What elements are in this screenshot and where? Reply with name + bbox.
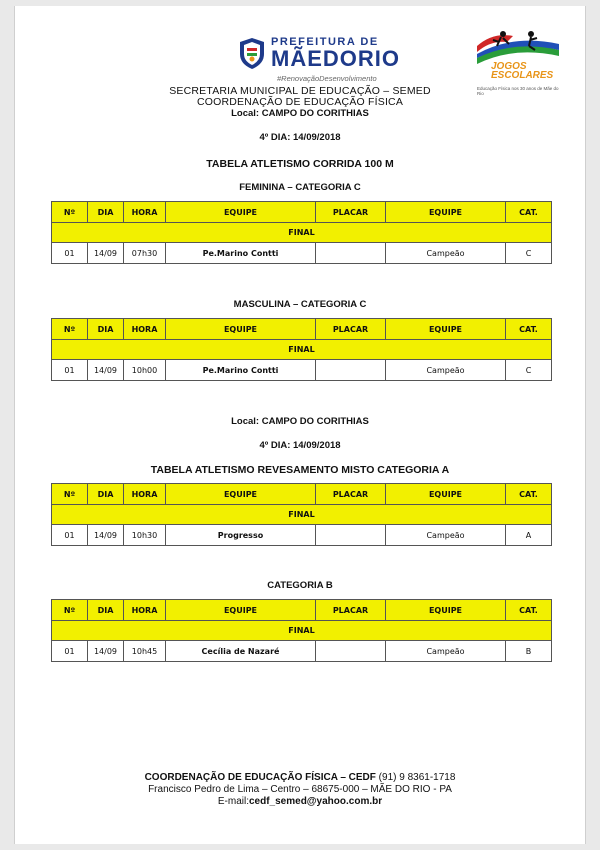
cell-cat: C xyxy=(506,360,552,381)
table-header-row xyxy=(52,600,552,621)
logo-tagline: #RenovaçãoDesenvolvimento xyxy=(277,74,377,83)
table-header-row xyxy=(52,319,552,340)
table4-category: CATEGORIA B xyxy=(267,580,333,591)
col-equipe: EQUIPE xyxy=(166,600,316,621)
footer-email-line xyxy=(15,796,585,808)
col-cat: CAT. xyxy=(506,202,552,223)
schedule-table-4 xyxy=(51,599,552,662)
cell-team1: Progresso xyxy=(166,525,316,546)
footer-line1 xyxy=(15,772,585,784)
final-row xyxy=(52,223,552,243)
cell-hora: 10h00 xyxy=(124,360,166,381)
col-dia: DIA xyxy=(88,319,124,340)
col-placar: PLACAR xyxy=(316,600,386,621)
col-cat: CAT. xyxy=(506,319,552,340)
cell-cat: C xyxy=(506,243,552,264)
logo-city-name: MÃEDORIO xyxy=(271,46,400,71)
table2-category: MASCULINA – CATEGORIA C xyxy=(233,299,367,310)
col-cat: CAT. xyxy=(506,484,552,505)
final-row xyxy=(52,340,552,360)
jogos-escolares-subtitle: Educação Física nos 30 anos de Mãe do Rio xyxy=(477,86,559,96)
final-label: FINAL xyxy=(52,505,552,525)
cell-team2: Campeão xyxy=(386,525,506,546)
cell-hora: 10h30 xyxy=(124,525,166,546)
col-equipe-2: EQUIPE xyxy=(386,484,506,505)
final-row xyxy=(52,621,552,641)
section1-day: 4º DIA: 14/09/2018 xyxy=(259,132,341,143)
cell-placar xyxy=(316,641,386,662)
footer-email-label: E-mail: xyxy=(217,796,249,807)
letterhead xyxy=(15,6,585,146)
col-placar: PLACAR xyxy=(316,484,386,505)
col-num: Nº xyxy=(52,484,88,505)
header-text-block xyxy=(15,86,585,119)
section2-day: 4º DIA: 14/09/2018 xyxy=(259,440,341,451)
col-hora: HORA xyxy=(124,600,166,621)
cell-placar xyxy=(316,525,386,546)
col-num: Nº xyxy=(52,202,88,223)
col-hora: HORA xyxy=(124,202,166,223)
col-hora: HORA xyxy=(124,484,166,505)
cell-dia: 14/09 xyxy=(88,641,124,662)
cell-num: 01 xyxy=(52,525,88,546)
table-header-row xyxy=(52,202,552,223)
final-label: FINAL xyxy=(52,621,552,641)
final-label: FINAL xyxy=(52,340,552,360)
footer-email: cedf_semed@yahoo.com.br xyxy=(249,796,383,807)
col-equipe: EQUIPE xyxy=(166,202,316,223)
table-row xyxy=(52,243,552,264)
cell-team2: Campeão xyxy=(386,360,506,381)
final-label: FINAL xyxy=(52,223,552,243)
document-page xyxy=(14,6,586,844)
header-coordenacao: COORDENAÇÃO DE EDUCAÇÃO FÍSICA xyxy=(196,96,404,108)
col-dia: DIA xyxy=(88,600,124,621)
cell-dia: 14/09 xyxy=(88,525,124,546)
schedule-table-2 xyxy=(51,318,552,381)
table1-category: FEMININA – CATEGORIA C xyxy=(239,182,361,193)
table-header-row xyxy=(52,484,552,505)
col-placar: PLACAR xyxy=(316,319,386,340)
cell-hora: 07h30 xyxy=(124,243,166,264)
cell-num: 01 xyxy=(52,641,88,662)
col-dia: DIA xyxy=(88,202,124,223)
prefeitura-logo xyxy=(237,36,400,84)
col-equipe-2: EQUIPE xyxy=(386,319,506,340)
cell-team1: Cecília de Nazaré xyxy=(166,641,316,662)
col-hora: HORA xyxy=(124,319,166,340)
footer-coordenacao: COORDENAÇÃO DE EDUCAÇÃO FÍSICA – CEDF xyxy=(144,772,376,783)
cell-team1: Pe.Marino Contti xyxy=(166,360,316,381)
col-placar: PLACAR xyxy=(316,202,386,223)
col-dia: DIA xyxy=(88,484,124,505)
header-local: Local: CAMPO DO CORITHIAS xyxy=(231,108,369,119)
table-row xyxy=(52,360,552,381)
final-row xyxy=(52,505,552,525)
cell-hora: 10h45 xyxy=(124,641,166,662)
cell-num: 01 xyxy=(52,360,88,381)
header-secretaria: SECRETARIA MUNICIPAL DE EDUCAÇÃO – SEMED xyxy=(169,85,431,97)
col-num: Nº xyxy=(52,600,88,621)
footer-phone: (91) 9 8361-1718 xyxy=(378,772,456,783)
cell-team2: Campeão xyxy=(386,641,506,662)
schedule-table-1 xyxy=(51,201,552,264)
cell-num: 01 xyxy=(52,243,88,264)
schedule-table-3 xyxy=(51,483,552,546)
col-equipe: EQUIPE xyxy=(166,484,316,505)
cell-dia: 14/09 xyxy=(88,243,124,264)
table-row xyxy=(52,641,552,662)
cell-placar xyxy=(316,360,386,381)
cell-cat: B xyxy=(506,641,552,662)
footer-address: Francisco Pedro de Lima – Centro – 68675-000 – MÃE DO RIO - PA xyxy=(148,784,452,795)
col-equipe: EQUIPE xyxy=(166,319,316,340)
city-crest-icon xyxy=(237,36,267,70)
logo-top-text: PREFEITURA DE xyxy=(271,36,379,48)
table-row xyxy=(52,525,552,546)
cell-placar xyxy=(316,243,386,264)
col-cat: CAT. xyxy=(506,600,552,621)
cell-dia: 14/09 xyxy=(88,360,124,381)
cell-cat: A xyxy=(506,525,552,546)
section2-title: TABELA ATLETISMO REVESAMENTO MISTO CATEGORIA A xyxy=(150,464,450,476)
footer xyxy=(15,772,585,808)
cell-team2: Campeão xyxy=(386,243,506,264)
section2-local: Local: CAMPO DO CORITHIAS xyxy=(231,416,369,427)
section1-title: TABELA ATLETISMO CORRIDA 100 M xyxy=(206,158,394,170)
jogos-escolares-title: JOGOS ESCOLARES xyxy=(491,61,554,81)
cell-team1: Pe.Marino Contti xyxy=(166,243,316,264)
col-equipe-2: EQUIPE xyxy=(386,202,506,223)
col-num: Nº xyxy=(52,319,88,340)
col-equipe-2: EQUIPE xyxy=(386,600,506,621)
